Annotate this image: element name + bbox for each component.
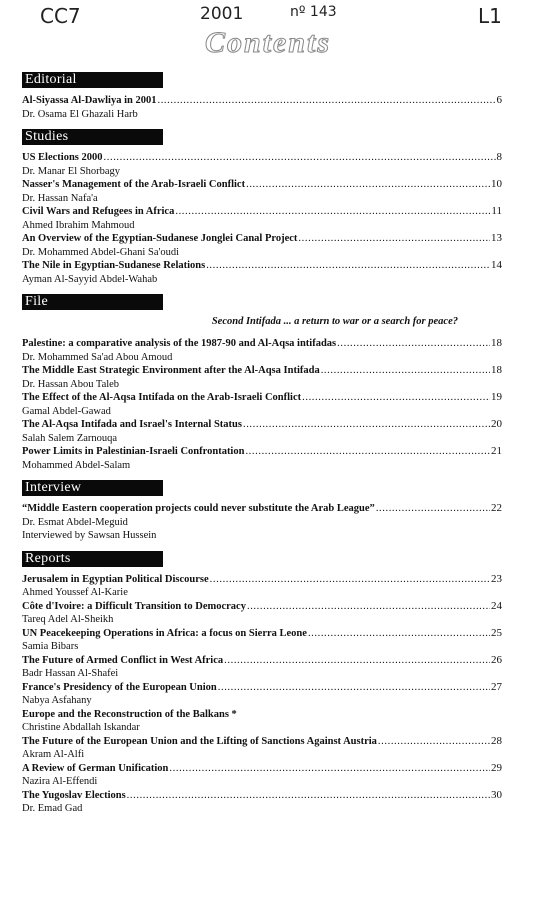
section-heading: Reports [22, 551, 163, 567]
entry-title-row[interactable] [22, 654, 502, 668]
page-number: 8 [496, 151, 502, 163]
toc-entry[interactable] [22, 654, 502, 681]
entry-title-row[interactable] [22, 762, 502, 776]
entry-author: Dr. Esmat Abdel-Meguid [22, 516, 128, 528]
leader-dots [308, 627, 490, 641]
entry-author: Ayman Al-Sayyid Abdel-Wahab [22, 273, 158, 285]
entry-title[interactable]: The Al-Aqsa Intifada and Israel's Internal Status [22, 419, 242, 430]
leader-dots [218, 681, 490, 695]
toc-entry[interactable] [22, 627, 502, 654]
entry-title[interactable]: The Future of Armed Conflict in West Africa [22, 654, 224, 666]
entry-author: Christine Abdallah Iskandar [22, 722, 140, 733]
entry-title[interactable]: US Elections 2000 [22, 152, 103, 163]
entry-author: Salah Salem Zarnouqa [22, 432, 118, 444]
toc-entry[interactable] [22, 735, 502, 762]
entry-title[interactable]: Palestine: a comparative analysis of the 1987-90 and Al-Aqsa intifadas [22, 338, 337, 349]
entry-title[interactable]: A Review of German Unification [22, 762, 169, 774]
handwritten-year: 2001 [200, 4, 244, 24]
entry-title-row[interactable] [22, 789, 502, 803]
entry-author: Dr. Osama El Ghazali Harb [22, 108, 138, 120]
entry-title[interactable]: The Yugoslav Elections [22, 789, 126, 801]
entry-title-row[interactable] [22, 259, 502, 273]
entry-author: Akram Al-Alfi [22, 749, 85, 760]
entry-author: Tareq Adel Al-Sheikh [22, 614, 114, 625]
entry-title-row[interactable] [22, 391, 502, 405]
leader-dots [224, 654, 490, 668]
toc-entry[interactable] [22, 151, 502, 178]
page-number: 22 [491, 502, 502, 514]
entry-title-row[interactable] [22, 337, 502, 351]
leader-dots [376, 502, 490, 516]
toc-entry[interactable] [22, 232, 502, 259]
toc-entry[interactable] [22, 364, 502, 391]
leader-dots [337, 337, 490, 351]
toc-entry[interactable] [22, 418, 502, 445]
entry-author: Dr. Mohammed Sa'ad Abou Amoud [22, 351, 173, 363]
leader-dots [127, 789, 490, 803]
entry-author: Mohammed Abdel-Salam [22, 459, 131, 471]
entry-title[interactable]: Al-Siyassa Al-Dawliya in 2001 [22, 95, 157, 106]
section-heading: Interview [22, 480, 163, 496]
toc-entry[interactable] [22, 178, 502, 205]
leader-dots [302, 391, 490, 405]
entry-title[interactable]: Civil Wars and Refugees in Africa [22, 206, 175, 217]
leader-dots [104, 151, 496, 165]
leader-dots [378, 735, 490, 749]
toc-entry[interactable] [22, 762, 502, 789]
entry-title[interactable]: An Overview of the Egyptian-Sudanese Jonglei Canal Project [22, 233, 298, 244]
entry-title-row[interactable] [22, 502, 502, 516]
page-number: 26 [491, 653, 502, 666]
page-number: 10 [491, 178, 502, 190]
entry-title[interactable]: The Nile in Egyptian-Sudanese Relations [22, 260, 206, 271]
section-reports [22, 551, 502, 816]
entry-title-row[interactable] [22, 151, 502, 165]
entry-title-row[interactable] [22, 445, 502, 459]
page-number: 23 [491, 572, 502, 585]
section-interview [22, 480, 502, 543]
section-heading: File [22, 294, 163, 310]
toc-entry[interactable] [22, 573, 502, 600]
entry-author: Ahmed Ibrahim Mahmoud [22, 219, 135, 231]
page-number: 24 [491, 599, 502, 612]
section-studies [22, 129, 502, 286]
entry-title-row[interactable] [22, 627, 502, 641]
page-number: 20 [491, 418, 502, 430]
handwritten-reference-right: L1 [478, 4, 502, 28]
entry-title[interactable]: The Effect of the Al-Aqsa Intifada on the Arab-Israeli Conflict [22, 392, 302, 403]
entry-author: Dr. Hassan Abou Taleb [22, 378, 120, 390]
entry-title-row[interactable] [22, 573, 502, 587]
entry-author: Dr. Hassan Nafa'a [22, 192, 98, 204]
entry-title-row[interactable] [22, 205, 502, 219]
entry-title[interactable]: Europe and the Reconstruction of the Balkans * [22, 708, 237, 720]
entry-author: Badr Hassan Al-Shafei [22, 668, 119, 679]
entry-title[interactable]: Power Limits in Palestinian-Israeli Confrontation [22, 446, 245, 457]
page-number: 19 [491, 391, 502, 403]
page-number: 28 [491, 734, 502, 747]
entry-title[interactable]: “Middle Eastern cooperation projects could never substitute the Arab League” [22, 503, 375, 514]
entry-author: Nazira Al-Effendi [22, 776, 98, 787]
toc-entry[interactable] [22, 600, 502, 627]
entry-title-row[interactable] [22, 94, 502, 108]
table-of-contents [22, 72, 502, 824]
page-number: 13 [491, 232, 502, 244]
leader-dots [243, 418, 490, 432]
page-number: 18 [491, 364, 502, 376]
entry-title-row[interactable] [22, 681, 502, 695]
page-title: Contents [205, 26, 332, 59]
entry-title-row[interactable] [22, 364, 502, 378]
section-heading: Editorial [22, 72, 163, 88]
toc-entry[interactable] [22, 681, 502, 708]
leader-dots [321, 364, 490, 378]
entry-title[interactable]: UN Peacekeeping Operations in Africa: a focus on Sierra Leone [22, 627, 307, 639]
page-number: 29 [491, 761, 502, 774]
page-number: 30 [491, 788, 502, 801]
handwritten-issue-number: nº 143 [290, 4, 337, 20]
leader-dots [175, 205, 490, 219]
entry-title[interactable]: Nasser's Management of the Arab-Israeli Conflict [22, 179, 246, 190]
entry-title[interactable]: Côte d'Ivoire: a Difficult Transition to Democracy [22, 600, 246, 612]
entry-title[interactable]: The Future of the European Union and the Lifting of Sanctions Against Austria [22, 735, 377, 747]
entry-title-row[interactable] [22, 600, 502, 614]
page-number: 25 [491, 626, 502, 639]
entry-author: Gamal Abdel-Gawad [22, 405, 111, 417]
toc-entry[interactable] [22, 708, 502, 735]
entry-title-row[interactable] [22, 418, 502, 432]
entry-author: Dr. Manar El Shorbagy [22, 165, 120, 177]
entry-author: Interviewed by Sawsan Hussein [22, 530, 157, 541]
entry-author: Nabya Asfahany [22, 695, 92, 706]
page-number: 21 [491, 445, 502, 457]
toc-entry[interactable] [22, 445, 502, 472]
toc-entry[interactable] [22, 789, 502, 816]
entry-title[interactable]: Jerusalem in Egyptian Political Discourse [22, 573, 209, 585]
entry-title[interactable]: France's Presidency of the European Union [22, 681, 217, 693]
toc-entry[interactable] [22, 337, 502, 364]
entry-title[interactable]: The Middle East Strategic Environment after the Al-Aqsa Intifada [22, 365, 320, 376]
entry-title-row[interactable] [22, 708, 502, 722]
leader-dots [245, 445, 490, 459]
section-editorial [22, 72, 502, 121]
entry-author: Ahmed Youssef Al-Karie [22, 587, 128, 598]
entry-title-row[interactable] [22, 735, 502, 749]
toc-entry[interactable] [22, 502, 502, 543]
toc-entry[interactable] [22, 259, 502, 286]
entry-title-row[interactable] [22, 178, 502, 192]
toc-entry[interactable] [22, 391, 502, 418]
page-number: 14 [491, 259, 502, 271]
toc-entry[interactable] [22, 94, 502, 121]
leader-dots [298, 232, 490, 246]
entry-author: Samia Bibars [22, 641, 79, 652]
entry-author: Dr. Mohammed Abdel-Ghani Sa'oudi [22, 246, 180, 258]
section-heading: Studies [22, 129, 163, 145]
page-number: 6 [496, 94, 502, 106]
leader-dots [247, 600, 490, 614]
toc-entry[interactable] [22, 205, 502, 232]
entry-title-row[interactable] [22, 232, 502, 246]
leader-dots [206, 259, 490, 273]
page-number: 11 [491, 205, 502, 217]
leader-dots [246, 178, 490, 192]
leader-dots [169, 762, 490, 776]
page-number: 18 [491, 337, 502, 349]
leader-dots [157, 94, 495, 108]
entry-author: Dr. Emad Gad [22, 803, 83, 814]
section-file [22, 294, 502, 472]
section-subtitle: Second Intifada ... a return to war or a search for peace? [211, 316, 458, 327]
leader-dots [210, 573, 490, 587]
page-number: 27 [491, 680, 502, 693]
handwritten-reference-left: CC7 [40, 4, 81, 28]
